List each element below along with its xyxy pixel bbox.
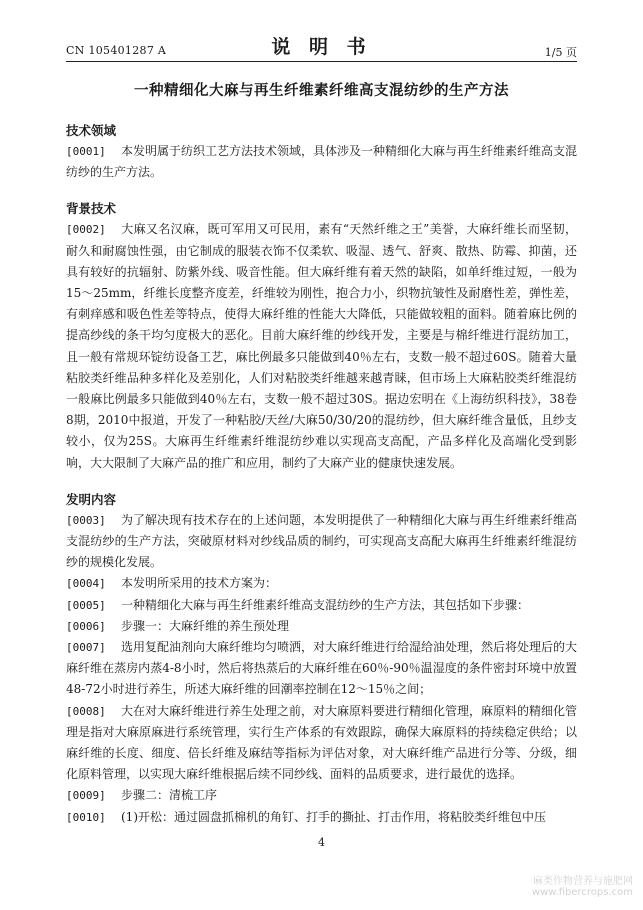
paragraph-number: [0003]	[66, 513, 106, 527]
paragraph-text: 本发明所采用的技术方案为：	[121, 576, 278, 591]
paragraph	[66, 701, 577, 786]
paragraph-text: 一种精细化大麻与再生纤维素纤维高支混纺纱的生产方法，其包括如下步骤：	[121, 597, 530, 612]
paragraph-text: 为了解决现有技术存在的上述问题，本发明提供了一种精细化大麻与再生纤维素纤维高支混纺纱的生产方法，突破原材料对纱线品质的制约，可实现高支高配大麻再生纤维素纤维混纺纱的规模化发展。	[66, 512, 578, 570]
page-number: 4	[318, 836, 325, 849]
paragraph	[66, 616, 577, 637]
invention-title: 一种精细化大麻与再生纤维素纤维高支混纺纱的生产方法	[134, 82, 509, 99]
paragraph	[66, 510, 577, 574]
document-body	[66, 121, 577, 828]
paragraph	[66, 141, 577, 183]
paragraph-text: 大麻又名汉麻，既可军用又可民用，素有“天然纤维之王”美誉，大麻纤维长而坚韧，耐久和耐腐蚀性强，由它制成的服装衣饰不仅柔软、吸湿、透气、舒爽、散热、防霉、抑菌，还具有较好的抗辐射、防紫外线、吸音性能。但大麻纤维有着天然的缺陷，如单纤维过短，一般为15～25mm，纤维长度整齐度差，纤维较为刚性，抱合力小，织物抗皱性及耐磨性差，弹性差，有刺痒感和吸色性差等特点，使得大麻纤维的性能大大降低，只能做较粗的面料。随着麻比例的提高纱线的条干均匀度极大的恶化。目前大麻纤维的纱线开发，主要是与棉纤维进行混纺加工，且一般有常规环锭纺设备工艺，麻比例最多只能做到40％左右，支数一般不超过60S。随着大量粘胶类纤维品种多样化及差别化，人们对粘胶类纤维越来越青睐，但市场上大麻粘胶类纤维混纺一般麻比例最多只能做到40％左右，支数一般不超过30S。据边宏明在《上海纺织科技》，38卷8期，2010中报道，开发了一种粘胶/天丝/大麻50/30/20的混纺纱，但大麻纤维含量低，且纱支较小，仅为25S。大麻再生纤维素纤维混纺纱难以实现高支高配，产品多样化及高端化受到影响，大大限制了大麻产品的推广和应用，制约了大麻产业的健康快速发展。	[66, 222, 577, 470]
paragraph-number: [0007]	[66, 641, 106, 655]
paragraph-text: 步骤一：大麻纤维的养生预处理	[121, 618, 290, 633]
section-summary-heading: 发明内容	[66, 491, 117, 507]
paragraph-number: [0010]	[66, 810, 106, 824]
publication-number: CN 105401287 A	[66, 44, 167, 57]
watermark-site-name: 麻类作物营养与施肥网	[533, 876, 633, 887]
paragraph-text: (1)开松：通过圆盘抓棉机的角钉、打手的撕扯、打击作用，将粘胶类纤维包中压	[121, 809, 547, 824]
paragraph-number: [0004]	[66, 577, 106, 591]
watermark-url: www.fibercrops.com	[531, 887, 633, 898]
paragraph-text: 大在对大麻纤维进行养生处理之前，对大麻原料要进行精细化管理，麻原料的精细化管理是指对大麻原麻进行系统管理，实行生产体系的有效跟踪，确保大麻原料的持续稳定供给；以麻纤维的长度、细度、倍长纤维及麻结等指标为评估对象，对大麻纤维产品进行分等、分级，细化原料管理，以实现大麻纤维根据后续不同纱线、面料的品质要求，进行最优的选择。	[66, 703, 578, 782]
paragraph-text: 本发明属于纺织工艺方法技术领域，具体涉及一种精细化大麻与再生纤维素纤维高支混纺纱的生产方法。	[66, 144, 578, 180]
paragraph-number: [0001]	[66, 145, 106, 158]
paragraph-number: [0002]	[66, 223, 106, 237]
paragraph	[66, 219, 577, 473]
paragraph	[66, 573, 577, 594]
paragraph	[66, 595, 577, 616]
page-header	[66, 30, 577, 64]
paragraph-number: [0005]	[66, 598, 106, 612]
paragraph	[66, 807, 577, 828]
document-type-title: 说 明 书	[271, 36, 372, 58]
section-background-heading: 背景技术	[66, 201, 117, 217]
header-rule	[66, 61, 577, 62]
page-indicator: 1/5 页	[544, 46, 577, 59]
paragraph-number: [0009]	[66, 789, 106, 803]
section-technical-field-heading: 技术领域	[66, 123, 117, 138]
paragraph-text: 选用复配油剂向大麻纤维均匀喷洒，对大麻纤维进行给湿给油处理，然后将处理后的大麻纤维在蒸房内蒸4-8小时，然后将热蒸后的大麻纤维在60％-90％温湿度的条件密封环境中放置48-72小时进行养生，所述大麻纤维的回潮率控制在12～15％之间；	[66, 640, 578, 697]
paragraph	[66, 637, 577, 701]
paragraph-number: [0008]	[66, 704, 106, 718]
paragraph-number: [0006]	[66, 619, 106, 633]
paragraph	[66, 785, 577, 806]
site-watermark	[532, 876, 633, 898]
paragraph-text: 步骤二：清梳工序	[121, 788, 218, 803]
